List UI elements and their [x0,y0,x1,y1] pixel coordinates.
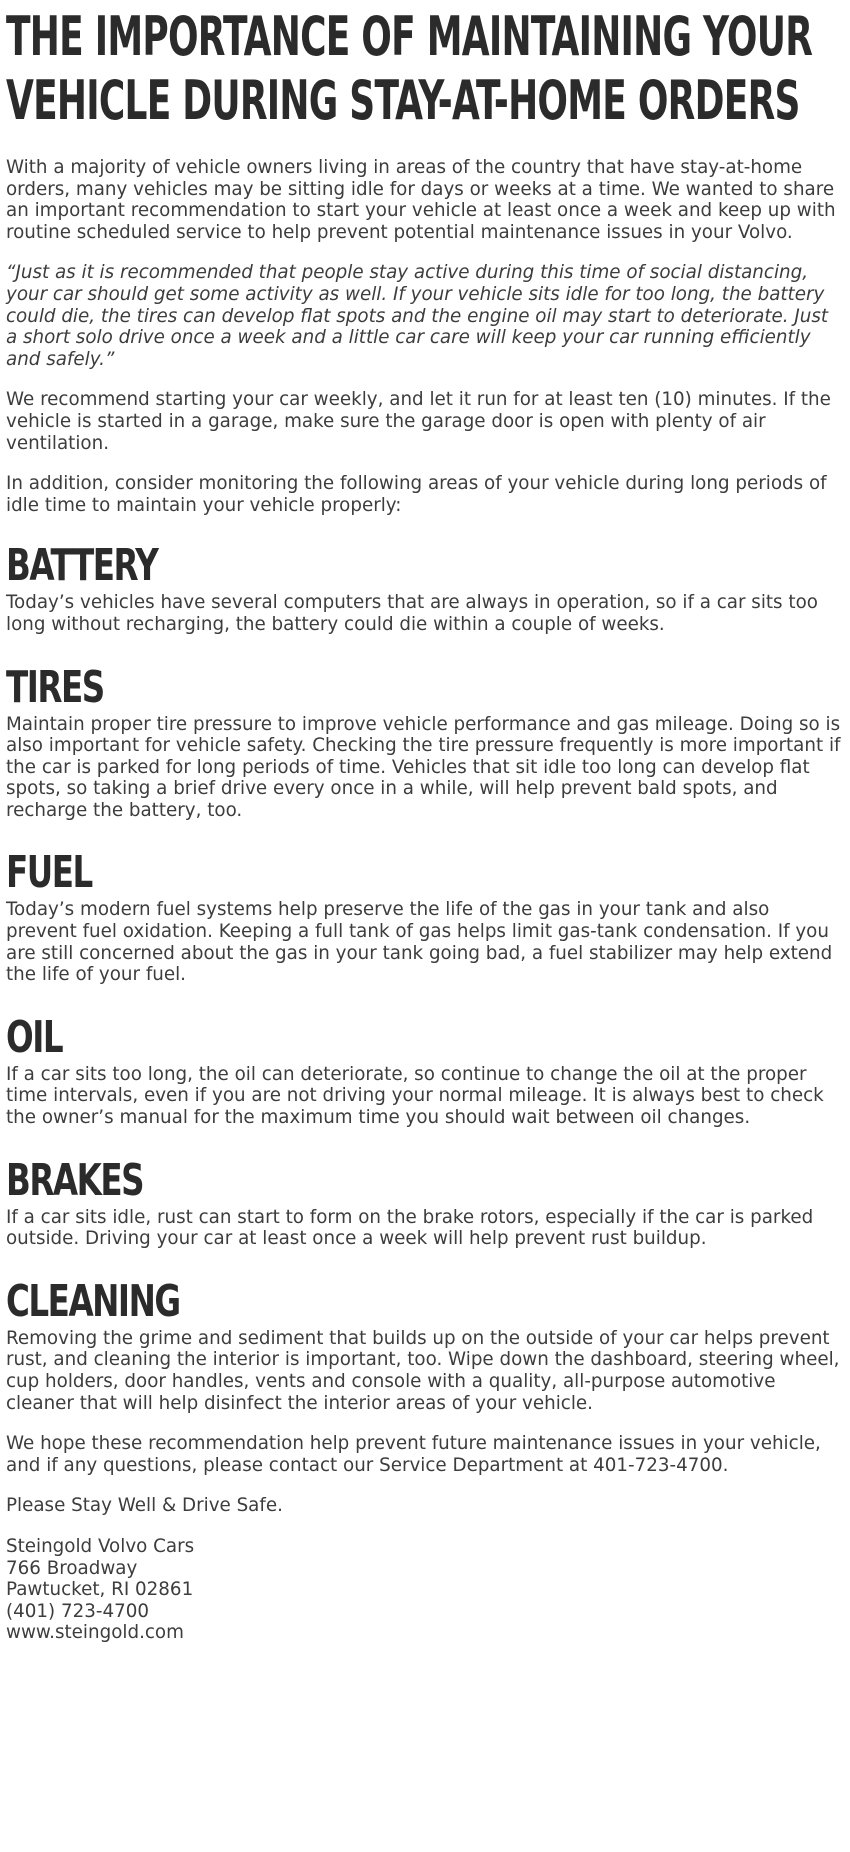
section-battery [6,540,844,635]
page-title: THE IMPORTANCE OF MAINTAINING YOUR VEHICLE DURING STAY-AT-HOME ORDERS [6,5,813,132]
recommend-paragraph: We recommend starting your car weekly, and let it run for at least ten (10) minutes. If the vehicle is started in a garage, make sure the garage door is open with plenty of air ventilation. [6,389,831,454]
intro-paragraph: With a majority of vehicle owners living in areas of the country that have stay-at-home orders, many vehicles may be sitting idle for days or weeks at a time. We wanted to share an important recommendation to start your vehicle at least once a week and keep up with routine scheduled service to help prevent potential maintenance issues in your Volvo. [6,157,836,243]
section-body-tires: Maintain proper tire pressure to improve vehicle performance and gas mileage. Doing so is also important for vehicle safety. Checking the tire pressure frequently is more important if the car is parked for long periods of time. Vehicles that sit idle too long can develop flat spots, so taking a brief drive every once in a while, will help prevent bald spots, and recharge the battery, too. [6,713,841,821]
section-heading-fuel: FUEL [6,847,92,899]
section-body-fuel: Today’s modern fuel systems help preserve the life of the gas in your tank and also prevent fuel oxidation. Keeping a full tank of gas helps limit gas-tank condensation. If you are still concerned about the gas in your tank going bad, a fuel stabilizer may help extend the life of your fuel. [6,899,833,986]
dealer-website-link[interactable]: www.steingold.com [6,1622,184,1644]
section-heading-tires: TIRES [6,661,104,713]
section-heading-brakes: BRAKES [6,1154,144,1206]
section-cleaning [6,1276,844,1414]
contact-block [6,1536,844,1644]
section-heading-battery: BATTERY [6,540,158,592]
section-oil [6,1012,844,1129]
quote-paragraph: “Just as it is recommended that people stay active during this time of social distancing, your car should get some activity as well. If your vehicle sits idle for too long, the battery could die, the tires can develop flat spots and the engine oil may start to deteriorate. Just a short solo drive once a week and a little car care will keep your car running efficiently and safely.” [6,262,829,370]
section-heading-oil: OIL [6,1011,63,1063]
section-body-brakes: If a car sits idle, rust can start to form on the brake rotors, especially if the car is parked outside. Driving your car at least once a week will help prevent rust buildup. [6,1206,814,1250]
section-brakes [6,1155,844,1250]
section-body-battery: Today’s vehicles have several computers that are always in operation, so if a car sits too long without recharging, the battery could die within a couple of weeks. [6,592,818,635]
dealer-city: Pawtucket, RI 02861 [6,1579,194,1601]
dealer-street: 766 Broadway [6,1557,138,1579]
dealer-phone[interactable]: (401) 723-4700 [6,1600,149,1622]
section-heading-cleaning: CLEANING [6,1275,180,1327]
closing-paragraph: We hope these recommendation help prevent future maintenance issues in your vehicle, and if any questions, please contact our Service Department at 401-723-4700. [6,1433,821,1476]
dealer-name: Steingold Volvo Cars [6,1535,195,1557]
section-body-cleaning: Removing the grime and sediment that builds up on the outside of your car helps prevent rust, and cleaning the interior is important, too. Wipe down the dashboard, steering wheel, cup holders, door handles, vents and console with a quality, all-purpose automotive cleaner that will help disinfect the interior areas of your vehicle. [6,1327,840,1414]
section-tires [6,662,844,822]
section-body-oil: If a car sits too long, the oil can deteriorate, so continue to change the oil at the proper time intervals, even if you are not driving your normal mileage. It is always best to check the owner’s manual for the maximum time you should wait between oil changes. [6,1063,824,1129]
addition-paragraph: In addition, consider monitoring the following areas of your vehicle during long periods of idle time to maintain your vehicle properly: [6,473,827,516]
section-fuel [6,847,844,985]
signoff-paragraph: Please Stay Well & Drive Safe. [6,1495,283,1517]
